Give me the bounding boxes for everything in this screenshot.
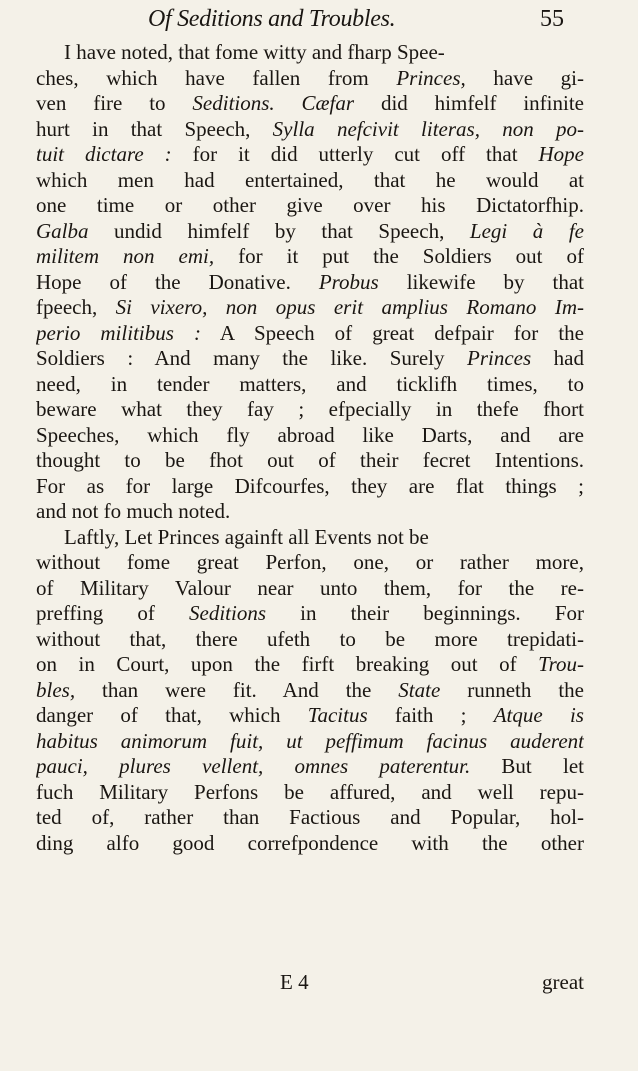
text-line xyxy=(36,576,584,602)
text-segment: thought to be fhot out of their fecret Intentions. xyxy=(36,448,584,472)
italic-segment: Princes, xyxy=(396,65,466,90)
text-segment: without fome great Perfon, one, or rather more, xyxy=(36,550,584,574)
text-segment: Hope of the Donative. xyxy=(36,269,319,294)
text-line xyxy=(36,346,584,372)
text-line xyxy=(36,550,584,576)
text-segment: than were fit. And the xyxy=(75,677,399,702)
text-line xyxy=(36,831,584,857)
page-footer xyxy=(36,970,584,998)
text-segment: Laftly, Let Princes againft all Events not be xyxy=(64,524,429,549)
italic-segment: Atque is xyxy=(493,703,584,727)
text-segment: faith ; xyxy=(367,703,494,727)
text-line xyxy=(36,168,584,194)
text-line xyxy=(36,474,584,500)
text-segment: did himfelf infinite xyxy=(354,91,584,115)
text-segment: fpeech, xyxy=(36,295,116,319)
text-segment: runneth the xyxy=(440,677,584,702)
text-line xyxy=(36,601,584,627)
text-segment: ding alfo good correfpondence with the other xyxy=(36,830,584,855)
text-segment: A Speech of great defpair for the xyxy=(200,320,584,345)
text-line xyxy=(36,448,584,474)
italic-segment: Trou- xyxy=(538,652,584,676)
text-line xyxy=(36,754,584,780)
page-header xyxy=(0,2,638,40)
italic-segment: Seditions. xyxy=(192,91,275,115)
italic-segment: State xyxy=(398,677,441,702)
italic-segment: Sylla nefcivit literas, non po- xyxy=(272,116,584,141)
text-segment: one time or other give over his Dictatorfhip. xyxy=(36,193,584,217)
text-line xyxy=(36,40,584,66)
text-line xyxy=(36,652,584,678)
text-segment: fuch Military Perfons be affured, and well repu- xyxy=(36,779,584,804)
text-segment: have gi- xyxy=(465,65,584,90)
text-segment xyxy=(275,91,302,115)
text-line xyxy=(36,499,584,525)
italic-segment: tuit dictare : xyxy=(36,142,172,166)
text-line xyxy=(36,270,584,296)
text-segment: But let xyxy=(470,754,584,778)
body-text xyxy=(36,40,584,856)
text-line xyxy=(36,295,584,321)
text-line xyxy=(36,66,584,92)
signature-mark: E 4 xyxy=(280,970,309,994)
italic-segment: Princes xyxy=(467,346,532,370)
italic-segment: habitus animorum fuit, ut peffimum facinus auderent xyxy=(36,728,584,753)
text-segment: danger of that, which xyxy=(36,703,308,727)
text-segment: ted of, rather than Factious and Popular, hol- xyxy=(36,805,584,829)
italic-segment: Hope xyxy=(538,142,584,166)
text-segment: without that, there ufeth to be more trepidati- xyxy=(36,626,584,651)
text-segment: in their beginnings. For xyxy=(266,601,584,625)
text-line xyxy=(36,703,584,729)
italic-segment: Galba xyxy=(36,218,89,243)
text-line xyxy=(36,372,584,398)
text-segment: need, in tender matters, and ticklifh times, to xyxy=(36,371,584,396)
text-line xyxy=(36,729,584,755)
page-number: 55 xyxy=(540,6,564,32)
text-line xyxy=(36,193,584,219)
italic-segment: Probus xyxy=(318,269,379,294)
italic-segment: bles, xyxy=(36,677,76,702)
italic-segment: Cæfar xyxy=(301,91,355,115)
text-segment: I have noted, that fome witty and fharp Spee- xyxy=(64,40,445,64)
text-segment: Speeches, which fly abroad like Darts, and are xyxy=(36,422,584,447)
text-segment: undid himfelf by that Speech, xyxy=(88,218,470,243)
catchword: great xyxy=(542,970,584,994)
text-line xyxy=(36,678,584,704)
text-segment: Soldiers : And many the like. Surely xyxy=(36,346,468,370)
text-line xyxy=(36,397,584,423)
text-line xyxy=(36,780,584,806)
running-head: Of Seditions and Troubles. xyxy=(148,6,396,32)
italic-segment: Si vixero, non opus erit amplius Romano Im- xyxy=(115,295,584,319)
text-line xyxy=(36,627,584,653)
text-line xyxy=(36,423,584,449)
text-line xyxy=(36,142,584,168)
text-segment: likewife by that xyxy=(378,269,584,294)
text-line xyxy=(36,321,584,347)
italic-segment: Tacitus xyxy=(307,703,368,727)
text-segment: of Military Valour near unto them, for the re- xyxy=(36,575,584,600)
text-line xyxy=(36,91,584,117)
italic-segment: pauci, plures vellent, omnes paterentur. xyxy=(36,754,471,778)
text-segment: for it put the Soldiers out of xyxy=(214,244,584,268)
italic-segment: Seditions xyxy=(189,601,267,625)
text-segment: on in Court, upon the firft breaking out of xyxy=(36,652,539,676)
text-segment: which men had entertained, that he would at xyxy=(36,167,584,192)
text-line xyxy=(36,525,584,551)
italic-segment: militem non emi, xyxy=(36,244,215,268)
text-line xyxy=(36,244,584,270)
text-line xyxy=(36,219,584,245)
italic-segment: perio militibus : xyxy=(36,320,201,345)
text-line xyxy=(36,117,584,143)
italic-segment: Legi à fe xyxy=(469,218,584,243)
text-segment: ches, which have fallen from xyxy=(36,65,397,90)
text-segment: preffing of xyxy=(36,601,190,625)
text-segment: and not fo much noted. xyxy=(36,499,231,523)
text-segment: ven fire to xyxy=(36,91,193,115)
text-segment: hurt in that Speech, xyxy=(36,116,273,141)
text-segment: For as for large Difcourfes, they are flat things ; xyxy=(36,473,584,498)
text-line xyxy=(36,805,584,831)
text-segment: had xyxy=(531,346,584,370)
text-segment: beware what they fay ; efpecially in thefe fhort xyxy=(36,397,584,421)
text-segment: for it did utterly cut off that xyxy=(171,142,539,166)
